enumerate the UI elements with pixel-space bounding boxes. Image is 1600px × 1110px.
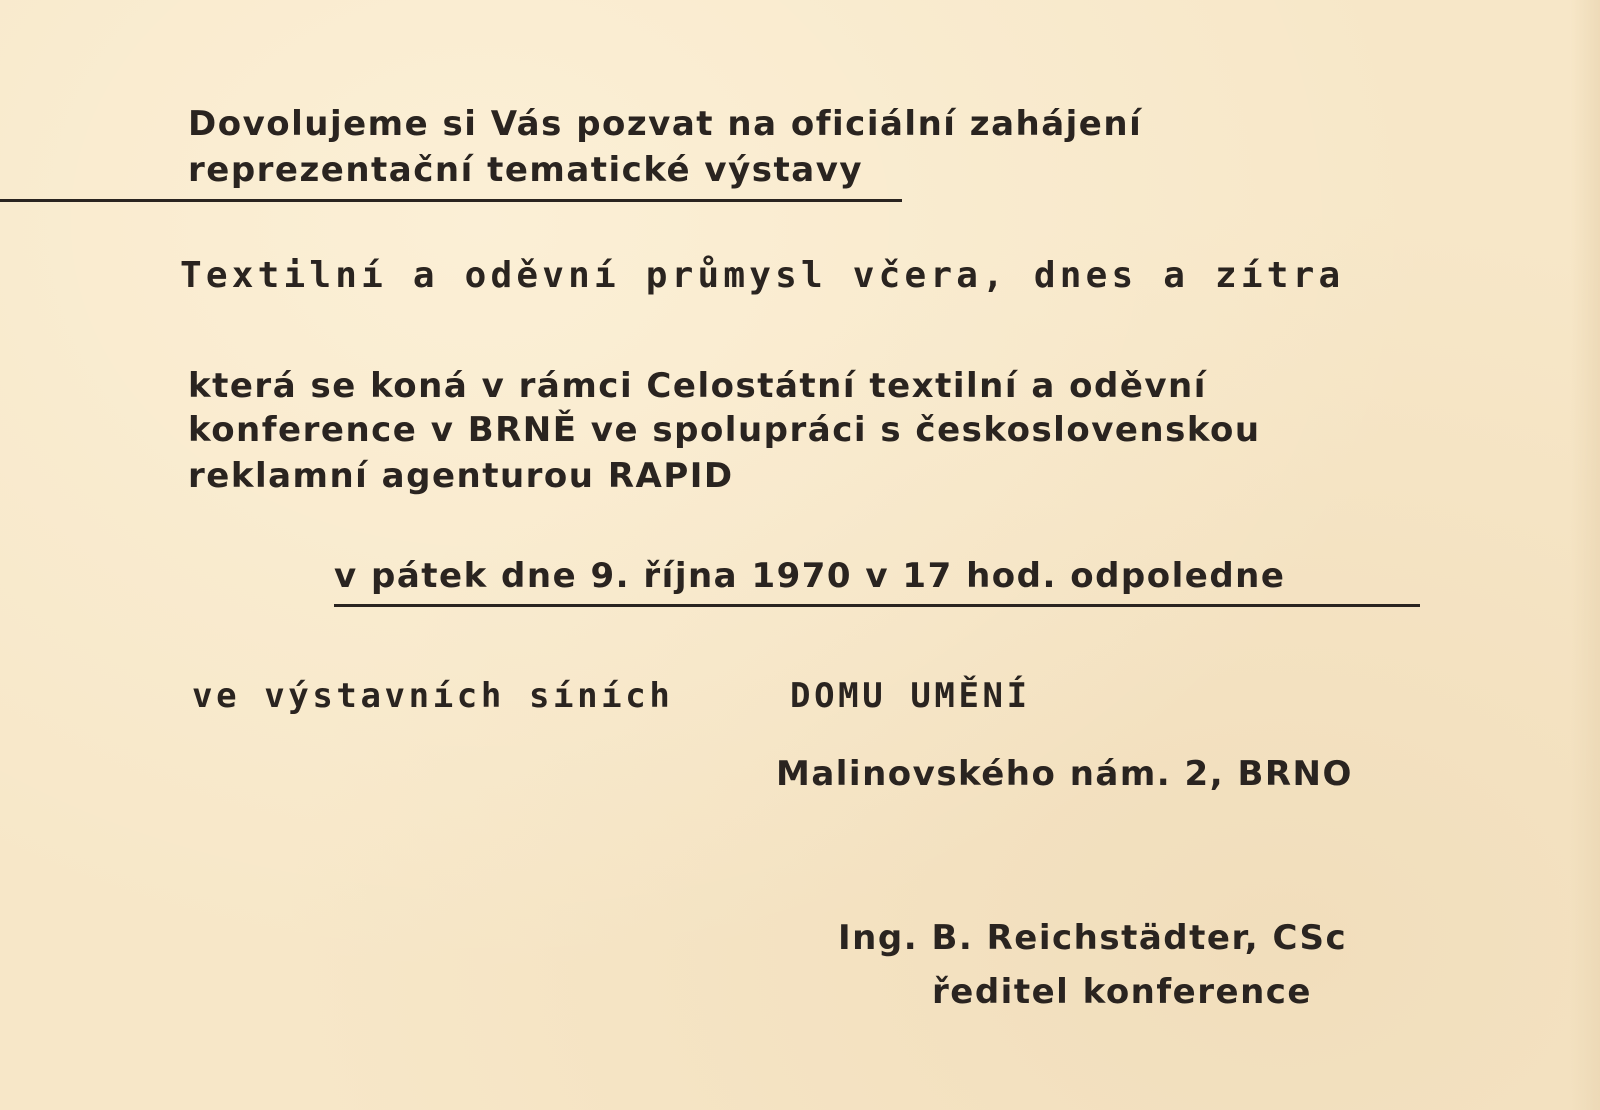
signature-role: ředitel konference <box>932 972 1312 1012</box>
context-line-3: reklamní agenturou RAPID <box>188 456 734 496</box>
date-underline <box>334 604 1420 607</box>
venue-address: Malinovského nám. 2, BRNO <box>776 754 1353 794</box>
venue-name: DOMU UMĚNÍ <box>790 676 1031 716</box>
venue-prefix: ve výstavních síních <box>192 676 674 716</box>
signature-name: Ing. B. Reichstädter, CSc <box>838 918 1348 958</box>
intro-underline <box>0 199 902 202</box>
intro-line-1: Dovolujeme si Vás pozvat na oficiální zahájení <box>188 104 1143 144</box>
context-line-2: konference v BRNĚ ve spolupráci s československou <box>188 410 1261 450</box>
exhibition-title: Textilní a oděvní průmysl včera, dnes a zítra <box>180 255 1345 296</box>
paper-edge <box>1570 0 1600 1110</box>
intro-line-2: reprezentační tematické výstavy <box>188 150 864 190</box>
context-line-1: která se koná v rámci Celostátní textilní a oděvní <box>188 366 1207 406</box>
date-time: v pátek dne 9. října 1970 v 17 hod. odpoledne <box>334 556 1286 596</box>
